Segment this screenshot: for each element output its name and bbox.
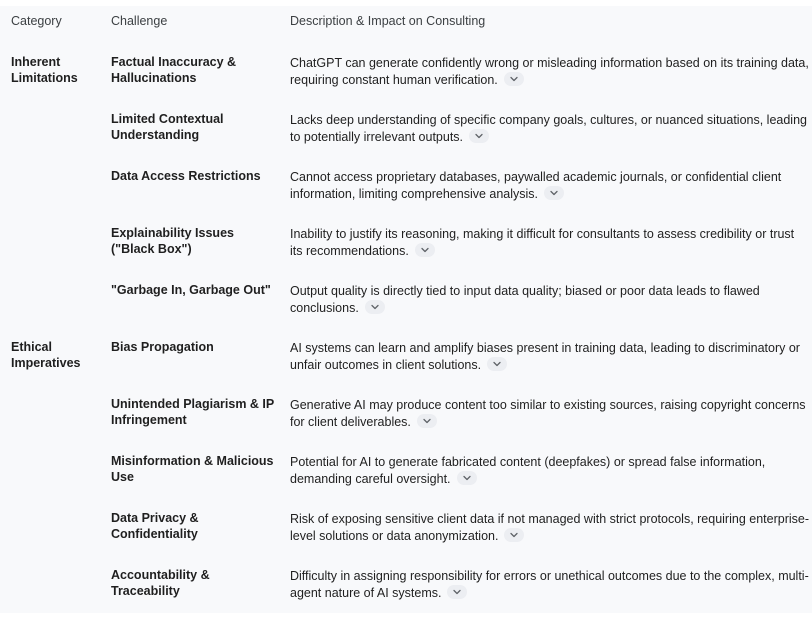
chevron-down-icon: [371, 304, 379, 310]
chevron-down-icon: [453, 589, 461, 595]
description-text: AI systems can learn and amplify biases present in training data, leading to discriminatory or unfair outcomes in client solutions.: [290, 341, 800, 372]
expand-chip[interactable]: [544, 186, 564, 200]
row-challenge: Bias Propagation: [111, 340, 214, 354]
row-category: Inherent Limitations: [11, 55, 78, 85]
row-challenge: Factual Inaccuracy & Hallucinations: [111, 55, 237, 85]
table-row: [0, 55, 812, 112]
table-row: [0, 169, 812, 226]
row-challenge: Accountability & Traceability: [111, 568, 210, 598]
description-text: Generative AI may produce content too similar to existing sources, raising copyright concerns for client deliverables.: [290, 398, 806, 429]
row-challenge: Unintended Plagiarism & IP Infringement: [111, 397, 275, 427]
table-row: [0, 226, 812, 283]
row-description: [290, 568, 810, 601]
row-description: [290, 454, 810, 487]
chevron-down-icon: [463, 475, 471, 481]
chevron-down-icon: [510, 76, 518, 82]
header-challenge: Challenge: [111, 14, 168, 28]
expand-chip[interactable]: [417, 414, 437, 428]
chevron-down-icon: [421, 247, 429, 253]
row-challenge: Limited Contextual Understanding: [111, 112, 224, 142]
description-text: Risk of exposing sensitive client data if not managed with strict protocols, requiring enterprise-level solutions or data anonymization.: [290, 512, 810, 543]
expand-chip[interactable]: [504, 72, 524, 86]
row-description: [290, 340, 810, 373]
row-description: [290, 55, 810, 88]
row-challenge: Data Access Restrictions: [111, 169, 261, 183]
expand-chip[interactable]: [487, 357, 507, 371]
expand-chip[interactable]: [415, 243, 435, 257]
row-description: [290, 283, 810, 316]
row-description: [290, 112, 810, 145]
row-category: Ethical Imperatives: [11, 340, 81, 370]
chevron-down-icon: [475, 133, 483, 139]
expand-chip[interactable]: [457, 471, 477, 485]
table-row: [0, 511, 812, 568]
expand-chip[interactable]: [365, 300, 385, 314]
row-description: [290, 226, 810, 259]
expand-chip[interactable]: [447, 585, 467, 599]
chevron-down-icon: [550, 190, 558, 196]
table-header: [0, 6, 812, 36]
description-text: Lacks deep understanding of specific company goals, cultures, or nuanced situations, leading to potentially irrelevant outputs.: [290, 113, 807, 144]
description-text: Potential for AI to generate fabricated content (deepfakes) or spread false information, demanding careful oversight.: [290, 455, 766, 486]
row-challenge: Data Privacy & Confidentiality: [111, 511, 199, 541]
description-text: Cannot access proprietary databases, paywalled academic journals, or confidential client information, limiting comprehensive analysis.: [290, 170, 782, 201]
chevron-down-icon: [493, 361, 501, 367]
header-description: Description & Impact on Consulting: [290, 14, 486, 28]
table-row: [0, 568, 812, 625]
description-text: ChatGPT can generate confidently wrong or misleading information based on its training data, requiring constant human verification.: [290, 56, 809, 87]
table-row: [0, 112, 812, 169]
table-row: [0, 454, 812, 511]
table-row: [0, 340, 812, 397]
expand-chip[interactable]: [469, 129, 489, 143]
row-challenge: Explainability Issues ("Black Box"): [111, 226, 234, 256]
chevron-down-icon: [423, 418, 431, 424]
chevron-down-icon: [510, 532, 518, 538]
table-row: [0, 283, 812, 340]
expand-chip[interactable]: [504, 528, 524, 542]
row-challenge: Misinformation & Malicious Use: [111, 454, 274, 484]
row-description: [290, 169, 810, 202]
description-text: Output quality is directly tied to input data quality; biased or poor data leads to flawed conclusions.: [290, 284, 760, 315]
table-row: [0, 397, 812, 454]
row-challenge: "Garbage In, Garbage Out": [111, 283, 271, 297]
row-description: [290, 397, 810, 430]
description-text: Inability to justify its reasoning, making it difficult for consultants to assess credibility or trust its recommendations.: [290, 227, 795, 258]
limitations-table: [0, 6, 812, 613]
description-text: Difficulty in assigning responsibility for errors or unethical outcomes due to the complex, multi-agent nature of AI systems.: [290, 569, 809, 600]
header-category: Category: [11, 14, 62, 28]
row-description: [290, 511, 810, 544]
